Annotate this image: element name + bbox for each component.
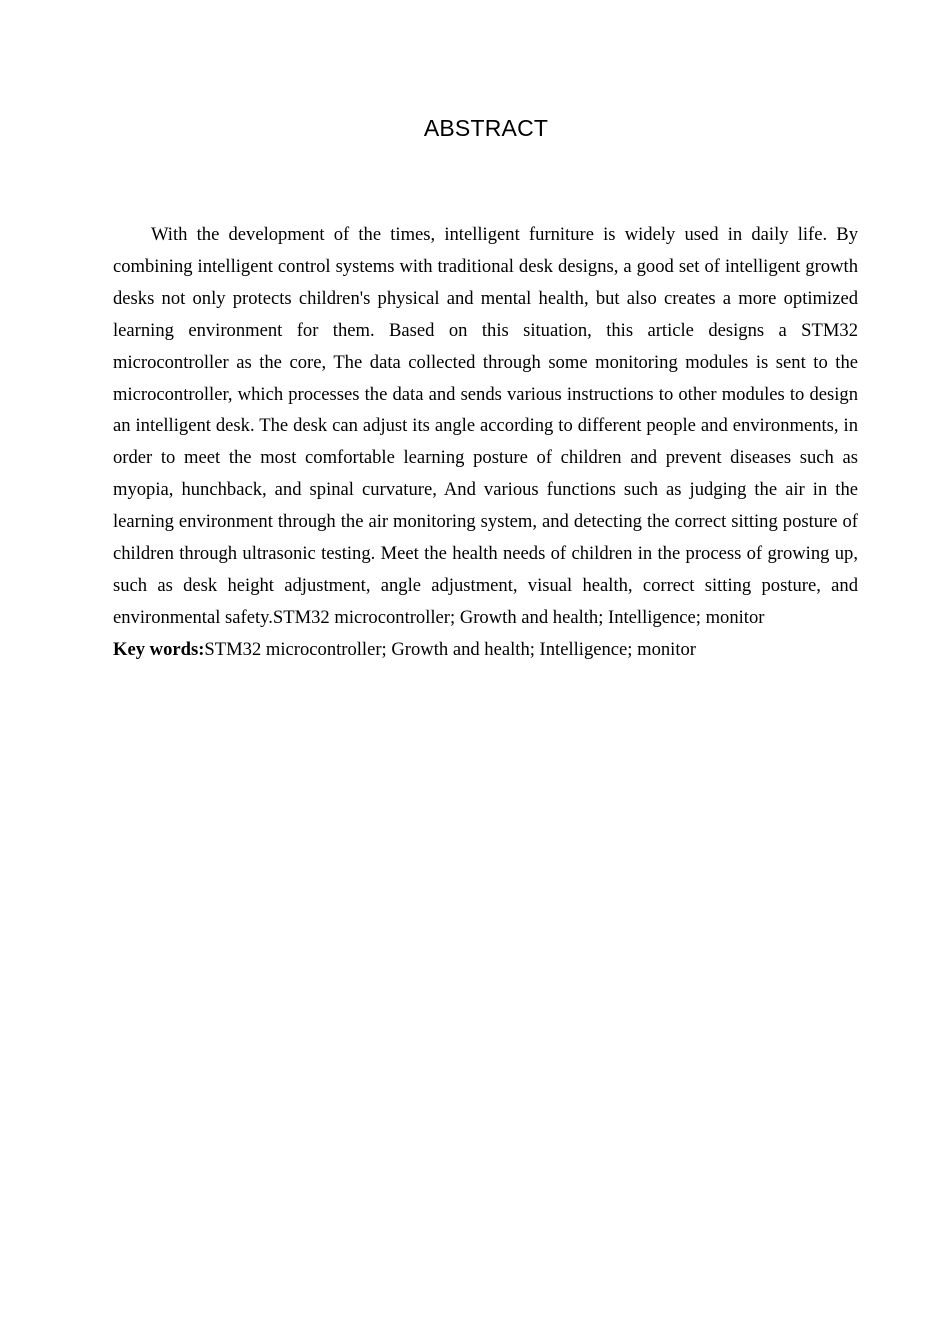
- keywords-label: Key words:: [113, 638, 205, 660]
- keywords-line: [113, 634, 858, 666]
- page-title: ABSTRACT: [423, 115, 549, 141]
- keywords-value: STM32 microcontroller; Growth and health; Intelligence; monitor: [204, 638, 697, 660]
- abstract-paragraph: With the development of the times, intelligent furniture is widely used in daily life. By combining intelligent control systems with traditional desk designs, a good set of intelligent growth desks not only protects children's physical and mental health, but also creates a more optimized learning environment for them. Based on this situation, this article designs a STM32 microcontroller as the core, The data collected through some monitoring modules is sent to the microcontroller, which processes the data and sends various instructions to other modules to design an intelligent desk. The desk can adjust its angle according to different people and environments, in order to meet the most comfortable learning posture of children and prevent diseases such as myopia, hunchback, and spinal curvature, And various functions such as judging the air in the learning environment through the air monitoring system, and detecting the correct sitting posture of children through ultrasonic testing. Meet the health needs of children in the process of growing up, such as desk height adjustment, angle adjustment, visual health, correct sitting posture, and environmental safety.STM32 microcontroller; Growth and health; Intelligence; monitor: [113, 224, 858, 628]
- abstract-body: [113, 219, 858, 666]
